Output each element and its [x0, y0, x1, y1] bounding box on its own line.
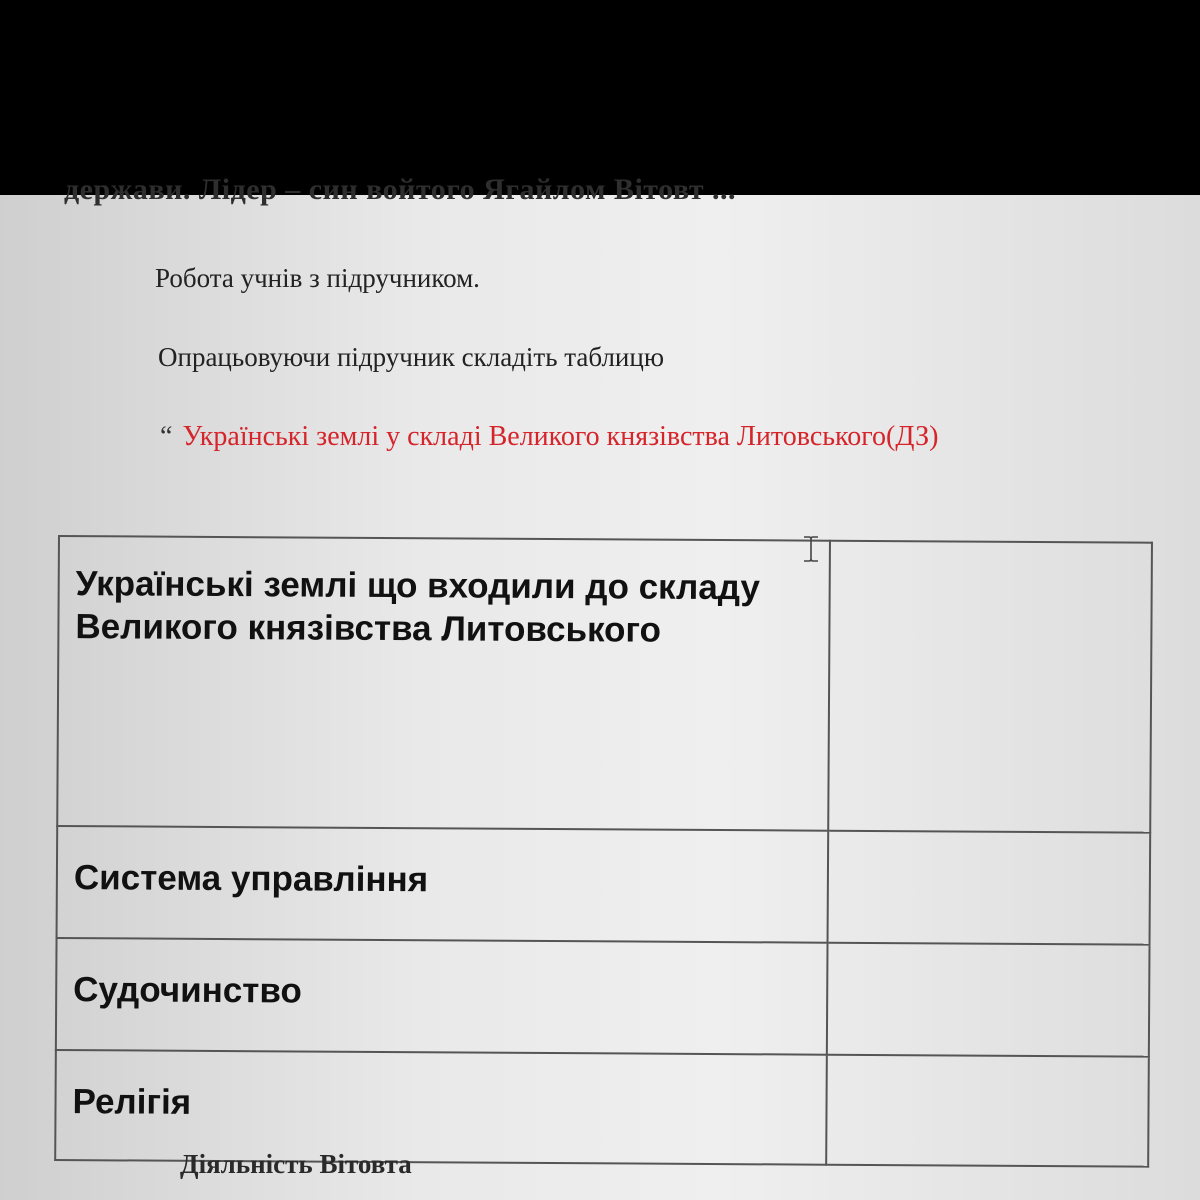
table-cell-label: Система управління	[57, 826, 829, 943]
table-cell-value[interactable]	[828, 541, 1152, 833]
section-heading-vitovt: Діяльність Вітовта	[180, 1149, 412, 1179]
table-cell-label: Судочинство	[56, 938, 828, 1055]
table-cell-label: Релігія	[55, 1050, 827, 1165]
text-cursor-icon	[800, 535, 822, 563]
cut-off-text-line: держави. Лідер – син войтого Ягайлом Вітовт ...	[64, 173, 737, 206]
table-cell-value[interactable]	[828, 831, 1151, 945]
table-cell-value[interactable]	[827, 943, 1150, 1057]
quote-mark: “	[160, 421, 173, 452]
table-row	[56, 938, 1150, 1057]
assignment-title-text: Українські землі у складі Великого князівства Литовського(ДЗ)	[182, 421, 939, 452]
paragraph-textbook-work: Робота учнів з підручником.	[155, 263, 480, 293]
table-row	[57, 536, 1152, 833]
history-table	[54, 535, 1153, 1168]
table-cell-label: Українські землі що входили до складу Великого князівства Литовського	[57, 536, 830, 831]
assignment-title	[160, 421, 938, 453]
paragraph-instruction: Опрацьовуючи підручник складіть таблицю	[158, 342, 664, 372]
document-page	[0, 173, 1200, 1200]
table-row	[57, 826, 1151, 945]
table-cell-value[interactable]	[826, 1055, 1149, 1167]
